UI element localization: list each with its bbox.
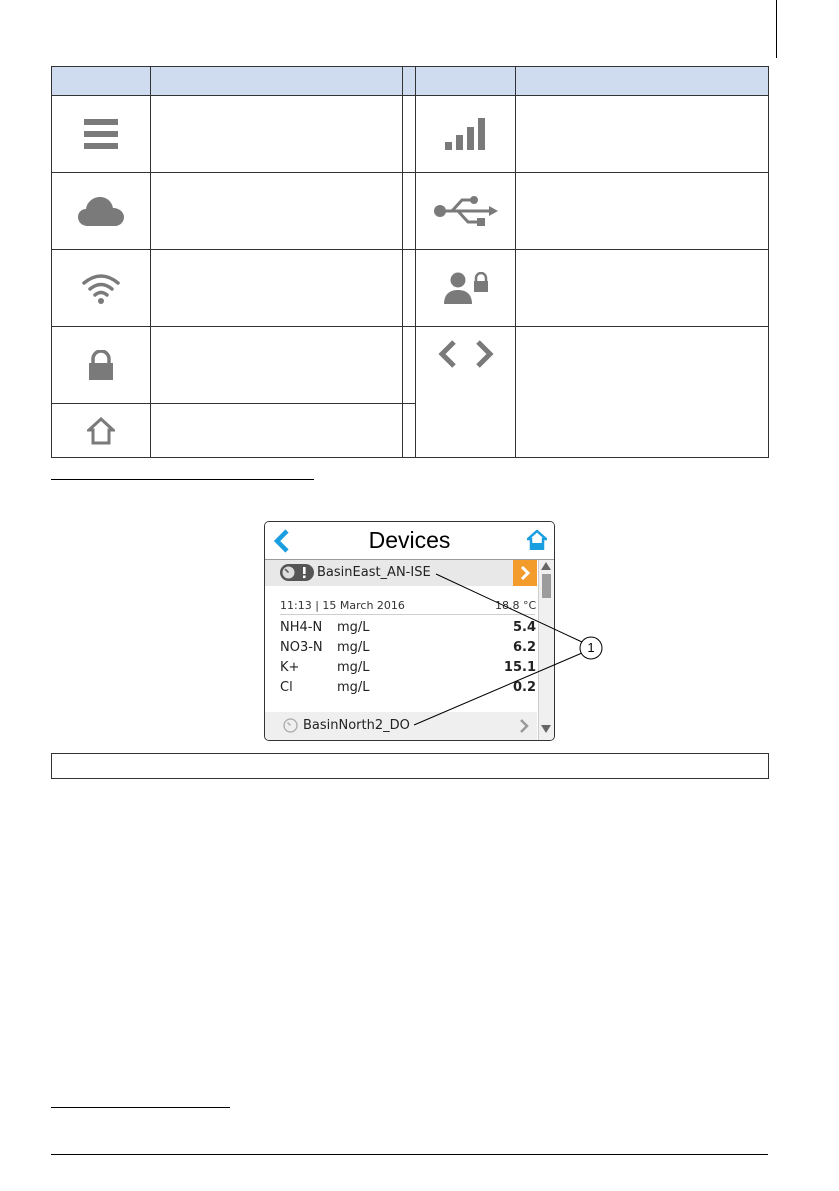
parameter-unit: mg/L	[337, 640, 370, 655]
parameter-name: NH4-N	[280, 620, 323, 635]
parameter-value: 15.1	[503, 660, 536, 675]
temperature-reading: 18.8 °C	[495, 599, 537, 612]
parameter-name: K+	[280, 660, 300, 675]
parameter-value: 5.4	[512, 620, 536, 635]
parameter-value: 6.2	[512, 640, 536, 655]
measurement-timestamp: 11:13 | 15 March 2016	[280, 599, 405, 612]
device-name: BasinEast_AN-ISE	[317, 565, 431, 580]
parameter-unit: mg/L	[337, 620, 370, 635]
footer-rule	[51, 1154, 768, 1155]
parameter-unit: mg/L	[337, 680, 370, 695]
screen-title: Devices	[368, 527, 451, 553]
parameter-name: NO3-N	[280, 640, 323, 655]
legend-box	[51, 753, 769, 779]
footnote-rule	[51, 1107, 230, 1108]
parameter-unit: mg/L	[337, 660, 370, 675]
device-name: BasinNorth2_DO	[303, 718, 410, 733]
parameter-name: Cl	[280, 680, 293, 695]
parameter-value: 0.2	[512, 680, 536, 695]
callout-number: 1	[587, 640, 595, 655]
